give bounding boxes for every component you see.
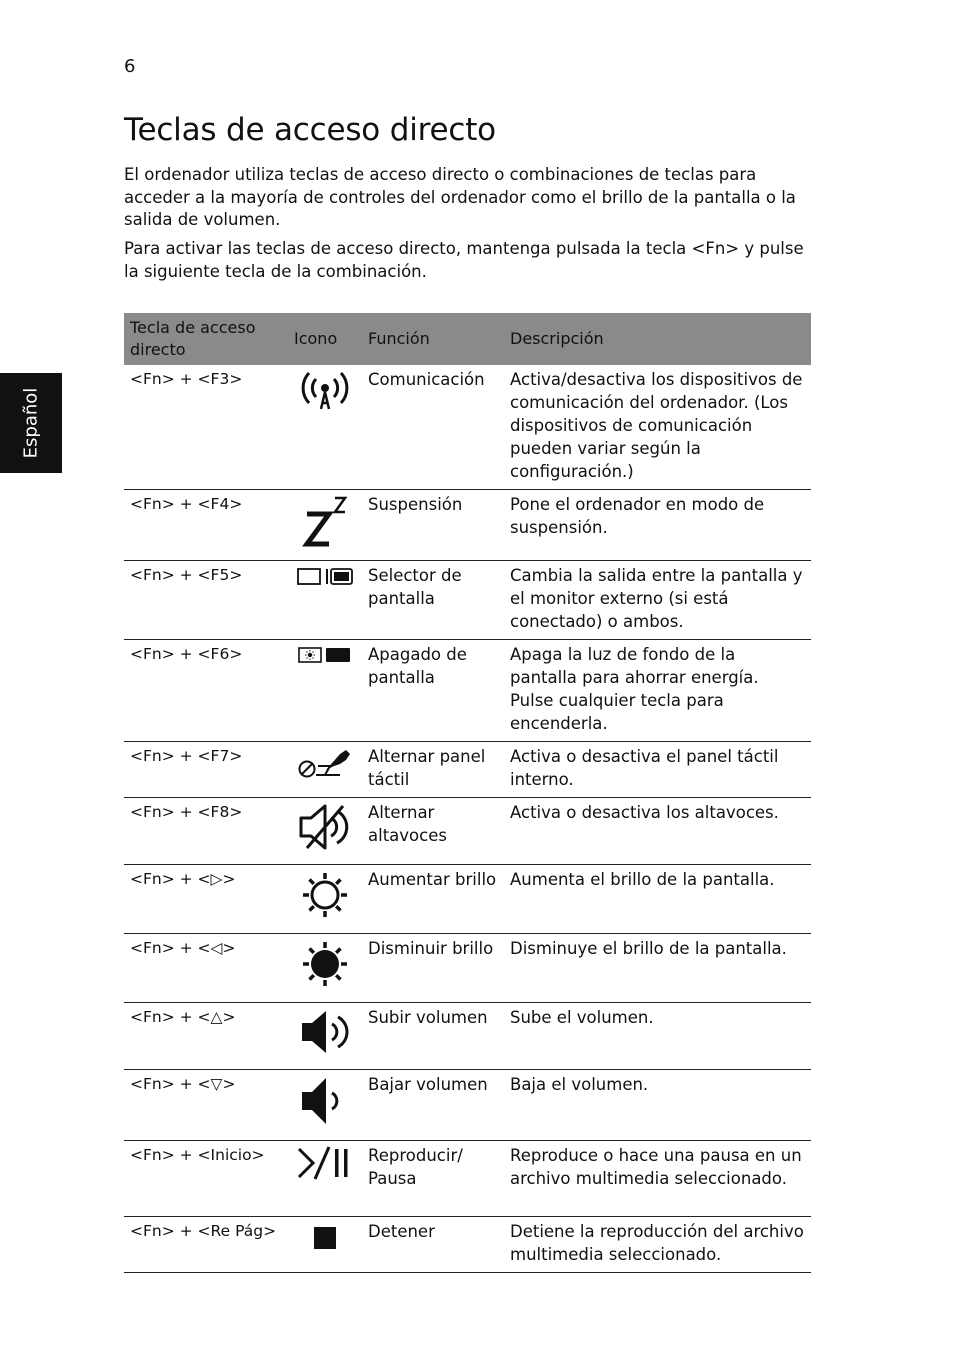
function-label: Detener <box>362 1217 504 1273</box>
hotkey: <Fn> + <△> <box>124 1003 288 1070</box>
function-label: Disminuir brillo <box>362 934 504 1003</box>
table-row <box>124 1070 811 1141</box>
hotkey: <Fn> + <▽> <box>124 1070 288 1141</box>
hotkey: <Fn> + <F6> <box>124 640 288 742</box>
speaker-mute-icon <box>297 802 353 852</box>
touchpad-toggle-icon <box>296 746 354 782</box>
page-number: 6 <box>124 56 136 77</box>
function-label: Aumentar brillo <box>362 865 504 934</box>
table-row <box>124 1003 811 1070</box>
description: Cambia la salida entre la pantalla y el monitor externo (si está conectado) o ambos. <box>504 561 811 640</box>
header-key: Tecla de acceso directo <box>124 313 288 365</box>
function-label: Apagado de pantalla <box>362 640 504 742</box>
table-header-row <box>124 313 811 365</box>
sleep-zz-icon <box>299 494 351 548</box>
table-row <box>124 1217 811 1273</box>
table-row <box>124 365 811 490</box>
header-description: Descripción <box>504 313 811 365</box>
function-label: Reproducir/ Pausa <box>362 1141 504 1217</box>
function-label: Subir volumen <box>362 1003 504 1070</box>
screen-blank-icon <box>296 644 354 666</box>
hotkey: <Fn> + <F4> <box>124 490 288 561</box>
brightness-up-icon <box>298 869 352 921</box>
function-label: Alternar altavoces <box>362 798 504 865</box>
wireless-communication-icon <box>297 369 353 415</box>
hotkey: <Fn> + <F8> <box>124 798 288 865</box>
description: Disminuye el brillo de la pantalla. <box>504 934 811 1003</box>
table-row <box>124 561 811 640</box>
function-label: Alternar panel táctil <box>362 742 504 798</box>
volume-down-icon <box>298 1074 352 1128</box>
hotkey: <Fn> + <◁> <box>124 934 288 1003</box>
language-side-tab <box>0 373 62 473</box>
table-row <box>124 1141 811 1217</box>
table-row <box>124 865 811 934</box>
hotkey: <Fn> + <Inicio> <box>124 1141 288 1217</box>
hotkeys-table <box>124 313 811 1273</box>
table-row <box>124 490 811 561</box>
brightness-down-icon <box>298 938 352 990</box>
description: Activa/desactiva los dispositivos de comunicación del ordenador. (Los dispositivos de comunicación pueden variar según la configuración.) <box>504 365 811 490</box>
description: Pone el ordenador en modo de suspensión. <box>504 490 811 561</box>
description: Baja el volumen. <box>504 1070 811 1141</box>
intro-paragraph-2: Para activar las teclas de acceso directo, mantenga pulsada la tecla <Fn> y pulse la siguiente tecla de la combinación. <box>124 239 804 281</box>
play-pause-icon <box>297 1145 353 1181</box>
function-label: Selector de pantalla <box>362 561 504 640</box>
description: Aumenta el brillo de la pantalla. <box>504 865 811 934</box>
hotkey: <Fn> + <▷> <box>124 865 288 934</box>
table-row <box>124 742 811 798</box>
description: Apaga la luz de fondo de la pantalla para ahorrar energía. Pulse cualquier tecla para encenderla. <box>504 640 811 742</box>
table-row <box>124 934 811 1003</box>
hotkey: <Fn> + <Re Pág> <box>124 1217 288 1273</box>
volume-up-icon <box>298 1007 352 1057</box>
description: Detiene la reproducción del archivo multimedia seleccionado. <box>504 1217 811 1273</box>
language-label: Español <box>20 387 42 459</box>
description: Activa o desactiva el panel táctil interno. <box>504 742 811 798</box>
description: Activa o desactiva los altavoces. <box>504 798 811 865</box>
header-function: Función <box>362 313 504 365</box>
function-label: Comunicación <box>362 365 504 490</box>
header-icon: Icono <box>288 313 362 365</box>
intro-paragraph-1: El ordenador utiliza teclas de acceso directo o combinaciones de teclas para acceder a la mayoría de controles del ordenador como el brillo de la pantalla o la salida de volumen. <box>124 165 796 229</box>
hotkey: <Fn> + <F3> <box>124 365 288 490</box>
function-label: Bajar volumen <box>362 1070 504 1141</box>
table-row <box>124 640 811 742</box>
description: Reproduce o hace una pausa en un archivo multimedia seleccionado. <box>504 1141 811 1217</box>
hotkey: <Fn> + <F7> <box>124 742 288 798</box>
function-label: Suspensión <box>362 490 504 561</box>
description: Sube el volumen. <box>504 1003 811 1070</box>
table-row <box>124 798 811 865</box>
stop-icon <box>310 1221 340 1251</box>
hotkey: <Fn> + <F5> <box>124 561 288 640</box>
page-title: Teclas de acceso directo <box>124 112 496 148</box>
display-toggle-icon <box>296 565 354 589</box>
